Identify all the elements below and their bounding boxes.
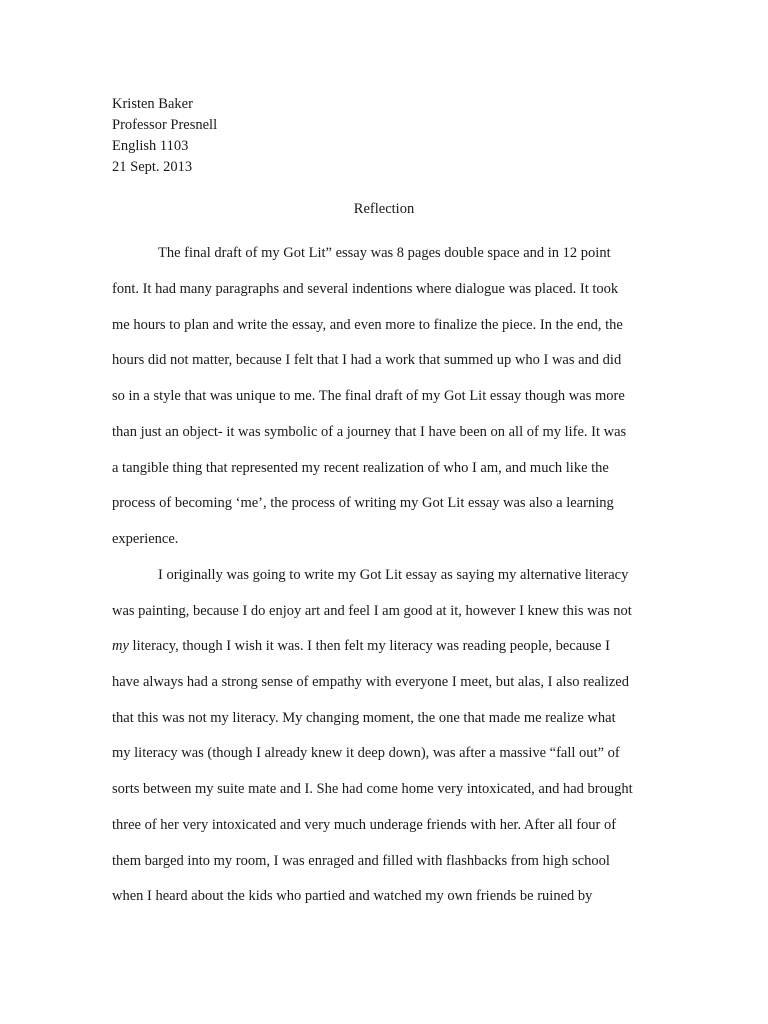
paragraph-2-line-6: my literacy was (though I already knew it deep down), was after a massive “fall out” of bbox=[112, 745, 620, 761]
paragraph-1-line-3: me hours to plan and write the essay, and even more to finalize the piece. In the end, the bbox=[112, 317, 623, 333]
author-name: Kristen Baker bbox=[112, 96, 193, 112]
emphasized-word: my bbox=[112, 638, 129, 654]
paragraph-2-line-8: three of her very intoxicated and very much underage friends with her. After all four of bbox=[112, 817, 617, 833]
paragraph-2-line-2: was painting, because I do enjoy art and feel I am good at it, however I knew this was not bbox=[112, 603, 632, 619]
professor-name: Professor Presnell bbox=[112, 117, 218, 133]
paragraph-2-line-1: I originally was going to write my Got Lit essay as saying my alternative literacy bbox=[158, 567, 629, 583]
paragraph-1-line-1: The final draft of my Got Lit” essay was 8 pages double space and in 12 point bbox=[158, 245, 611, 261]
paragraph-2-line-7: sorts between my suite mate and I. She had come home very intoxicated, and had brought bbox=[112, 781, 633, 797]
essay-title: Reflection bbox=[353, 201, 415, 217]
course-name: English 1103 bbox=[112, 138, 189, 154]
paragraph-2-line-5: that this was not my literacy. My changing moment, the one that made me realize what bbox=[112, 710, 616, 726]
paragraph-1-line-4: hours did not matter, because I felt that I had a work that summed up who I was and did bbox=[112, 352, 622, 368]
paragraph-1-line-8: process of becoming ‘me’, the process of writing my Got Lit essay was also a learning bbox=[112, 495, 614, 511]
paragraph-1-line-9: experience. bbox=[112, 531, 179, 547]
heading-block bbox=[112, 94, 217, 178]
paragraph-2-line-9: them barged into my room, I was enraged and filled with flashbacks from high school bbox=[112, 853, 610, 869]
paragraph-2-line-3-text: literacy, though I wish it was. I then felt my literacy was reading people, because I bbox=[128, 638, 610, 654]
paragraph-1-line-6: than just an object- it was symbolic of a journey that I have been on all of my life. It was bbox=[112, 424, 627, 440]
paragraph-2-line-4: have always had a strong sense of empathy with everyone I meet, but alas, I also realized bbox=[112, 674, 629, 690]
paragraph-2-line-3 bbox=[112, 636, 610, 656]
paragraph-2-line-10: when I heard about the kids who partied and watched my own friends be ruined by bbox=[112, 888, 593, 904]
paragraph-1-line-5: so in a style that was unique to me. The final draft of my Got Lit essay though was more bbox=[112, 388, 625, 404]
essay-date: 21 Sept. 2013 bbox=[112, 159, 193, 175]
paragraph-1-line-7: a tangible thing that represented my recent realization of who I am, and much like the bbox=[112, 460, 609, 476]
paragraph-1-line-2: font. It had many paragraphs and several indentions where dialogue was placed. It took bbox=[112, 281, 619, 297]
